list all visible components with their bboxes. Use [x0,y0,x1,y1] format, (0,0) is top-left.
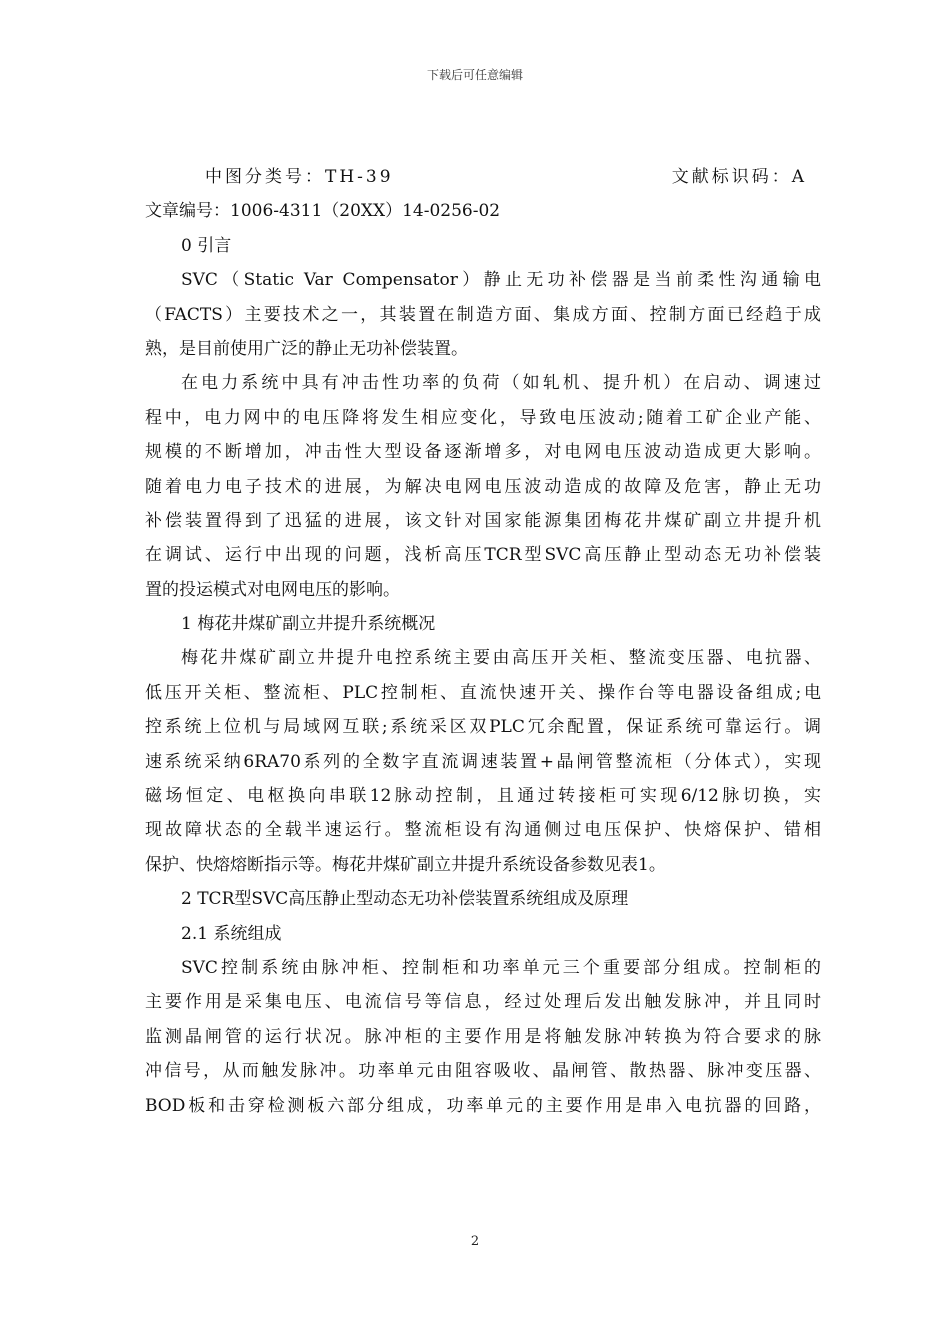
body-line: 低压开关柜、整流柜、PLC控制柜、直流快速开关、操作台等电器设备组成;电 [145,682,821,703]
body-line: 熟，是目前使用广泛的静止无功补偿装置。 [145,338,468,359]
body-line: 置的投运模式对电网电压的影响。 [145,579,400,600]
body-line: 主要作用是采集电压、电流信号等信息，经过处理后发出触发脉冲，并且同时 [145,992,821,1013]
body-line: 1 梅花井煤矿副立井提升系统概况 [181,614,436,635]
document-code: 文献标识码：A [671,167,807,187]
body-line: SVC（Static Var Compensator）静止无功补偿器是当前柔性沟通输电 [181,270,821,291]
clc-number: 中图分类号：TH-39 [205,167,394,187]
body-line: 在电力系统中具有冲击性功率的负荷（如轧机、提升机）在启动、调速过 [181,373,821,394]
body-line: 控系统上位机与局域网互联;系统采区双PLC冗余配置，保证系统可靠运行。调 [145,717,821,738]
body-text [145,229,821,1123]
body-line: 保护、快熔熔断指示等。梅花井煤矿副立井提升系统设备参数见表1。 [145,854,666,875]
body-line: 在调试、运行中出现的问题，浅析高压TCR型SVC高压静止型动态无功补偿装 [145,545,821,566]
header-note: 下载后可任意编辑 [426,68,523,82]
body-line: 补偿装置得到了迅猛的进展，该文针对国家能源集团梅花井煤矿副立井提升机 [145,510,821,531]
classification-row [145,160,821,194]
body-line: 0 引言 [181,235,232,256]
body-line: 速系统采纳6RA70系列的全数字直流调速装置+晶闸管整流柜（分体式），实现 [145,751,821,772]
body-line: 磁场恒定、电枢换向串联12脉动控制，且通过转接柜可实现6/12脉切换，实 [145,786,821,807]
article-number: 文章编号：1006-4311（20XX）14-0256-02 [145,201,501,222]
body-line: 梅花井煤矿副立井提升电控系统主要由高压开关柜、整流变压器、电抗器、 [181,648,821,669]
body-line: 随着电力电子技术的进展，为解决电网电压波动造成的故障及危害，静止无功 [145,476,821,497]
body-line: 现故障状态的全载半速运行。整流柜设有沟通侧过电压保护、快熔保护、错相 [145,820,821,841]
body-line: 2 TCR型SVC高压静止型动态无功补偿装置系统组成及原理 [181,889,629,910]
body-line: 2.1 系统组成 [181,923,282,944]
body-line: 程中，电力网中的电压降将发生相应变化，导致电压波动;随着工矿企业产能、 [145,407,821,428]
body-line: SVC控制系统由脉冲柜、控制柜和功率单元三个重要部分组成。控制柜的 [181,957,821,978]
page-number: 2 [470,1234,480,1249]
body-line: 规模的不断增加，冲击性大型设备逐渐增多，对电网电压波动造成更大影响。 [145,442,821,463]
body-line: 冲信号，从而触发脉冲。功率单元由阻容吸收、晶闸管、散热器、脉冲变压器、 [145,1061,821,1082]
body-line: 监测晶闸管的运行状况。脉冲柜的主要作用是将触发脉冲转换为符合要求的脉 [145,1026,821,1047]
body-line: （FACTS）主要技术之一，其装置在制造方面、集成方面、控制方面已经趋于成 [145,304,821,325]
body-line: BOD板和击穿检测板六部分组成，功率单元的主要作用是串入电抗器的回路， [145,1095,821,1116]
article-body [145,160,821,1123]
